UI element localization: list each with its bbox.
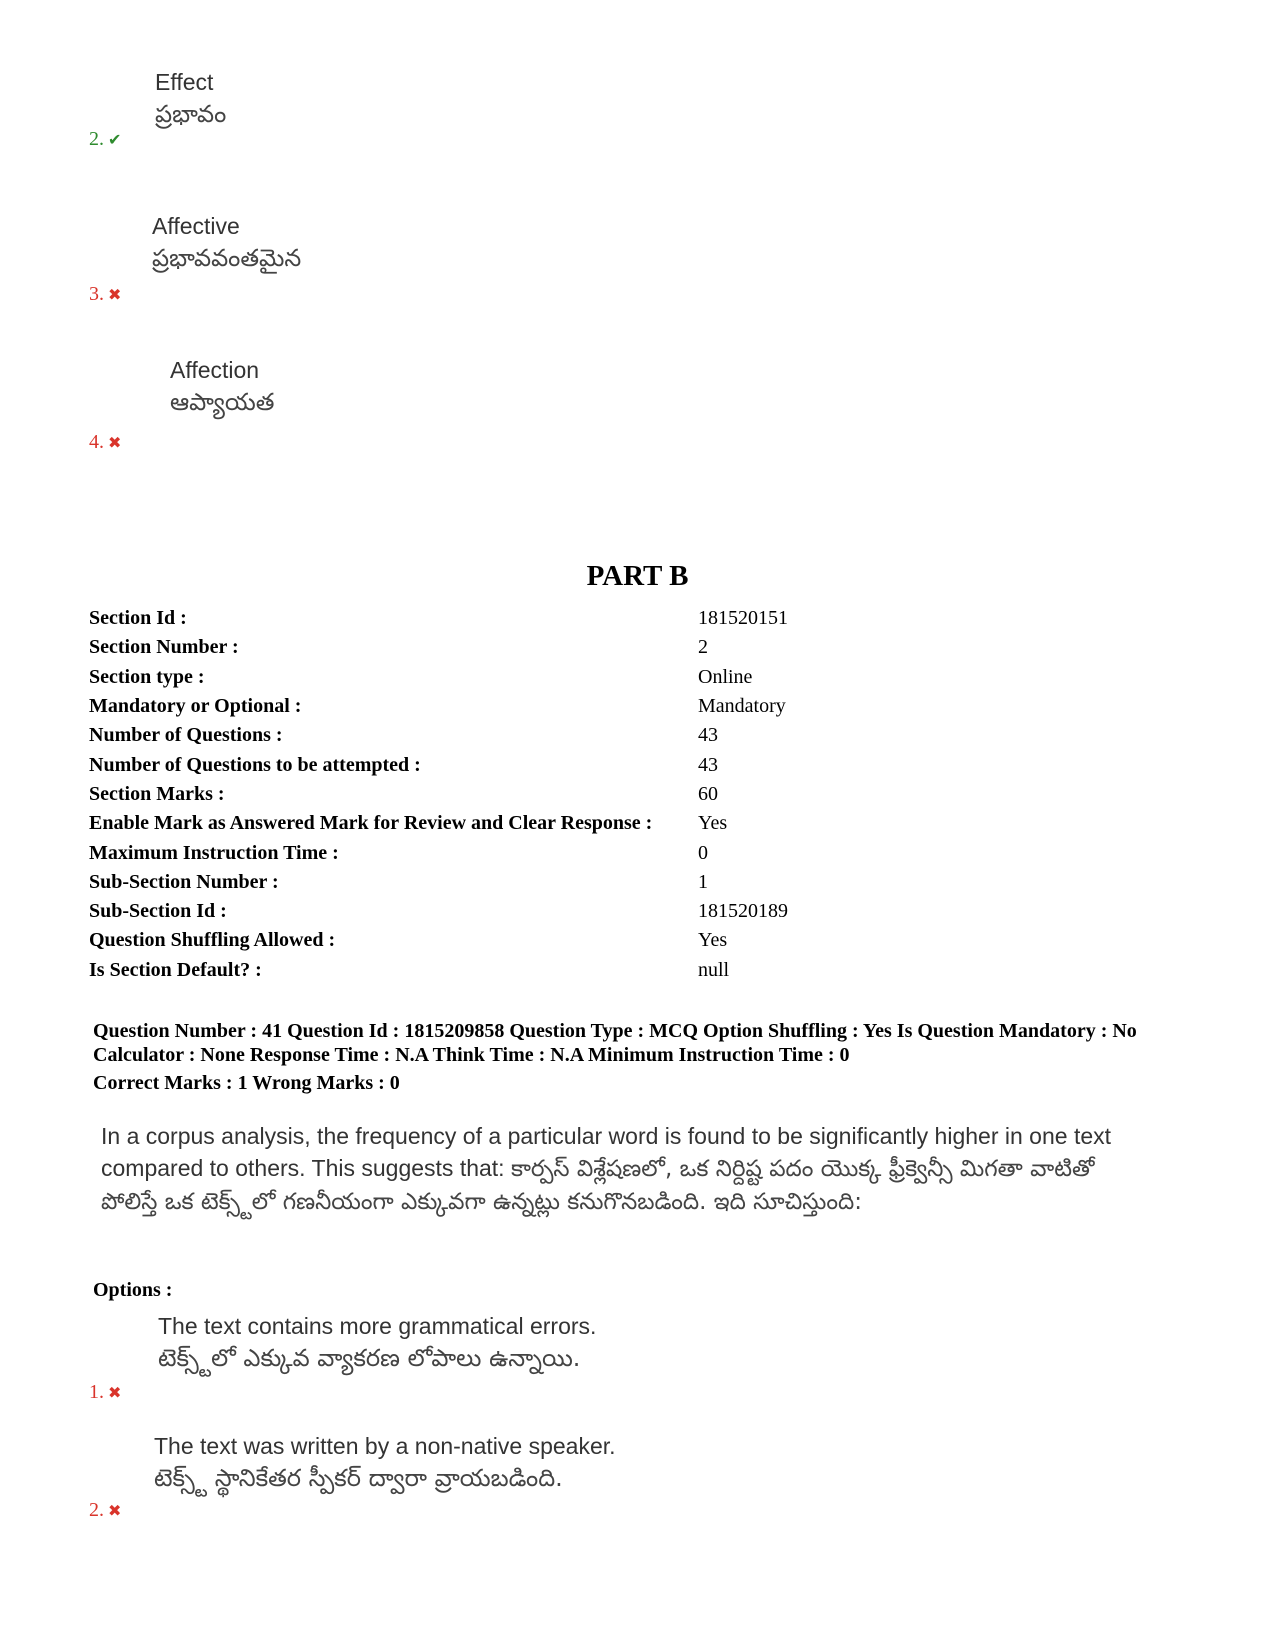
section-row <box>89 897 1189 926</box>
section-label: Section Marks : <box>89 782 225 805</box>
section-value: Mandatory <box>698 695 786 718</box>
question-meta: Question Number : 41 Question Id : 1815209858 Question Type : MCQ Option Shuffling : Yes Is Question Mandatory : No Calculator : None Response Time : N.A Think Time : N.A Minimum Instruction Time : 0 <box>93 1020 1137 1066</box>
option-number <box>89 431 121 454</box>
section-label: Section type : <box>89 665 205 688</box>
section-info-table <box>89 604 1189 985</box>
cross-icon: ✖ <box>108 433 122 452</box>
option-content <box>158 1311 596 1375</box>
section-value: 2 <box>698 636 708 659</box>
option-text-te: ప్రభావం <box>155 100 227 128</box>
section-value: 43 <box>698 753 718 776</box>
check-icon: ✔ <box>108 130 122 149</box>
section-row <box>89 809 1189 838</box>
option-number-label: 4. <box>89 431 104 453</box>
section-value: 60 <box>698 782 718 805</box>
section-value: Yes <box>698 812 728 835</box>
cross-icon: ✖ <box>108 1383 122 1402</box>
section-value: 181520189 <box>698 900 788 923</box>
option-number-label: 3. <box>89 283 104 305</box>
section-row <box>89 868 1189 897</box>
section-label: Section Id : <box>89 607 187 630</box>
question-marks: Correct Marks : 1 Wrong Marks : 0 <box>93 1072 400 1094</box>
section-value: 43 <box>698 724 718 747</box>
section-label: Sub-Section Number : <box>89 870 279 893</box>
section-label: Sub-Section Id : <box>89 900 227 923</box>
cross-icon: ✖ <box>108 1501 122 1520</box>
section-row <box>89 692 1189 721</box>
cross-icon: ✖ <box>108 285 122 304</box>
section-row <box>89 838 1189 867</box>
question-text-te: కార్పస్ విశ్లేషణలో, ఒక నిర్దిష్ట పదం యొక్క ఫ్రీక్వెన్సీ మిగతా వాటితో పోలిస్తే ఒక టెక్స్ట్‌లో గణనీయంగా ఎక్కువగా ఉన్నట్లు కనుగొనబడింది. ఇది సూచిస్తుంది: <box>101 1156 1095 1215</box>
option-content <box>170 355 274 419</box>
option-text-en: Affection <box>170 357 260 383</box>
section-label: Number of Questions to be attempted : <box>89 753 421 776</box>
option-text-te: ప్రభావవంతమైన <box>152 244 302 272</box>
part-title: PART B <box>586 560 689 592</box>
option-text-te: టెక్స్ట్‌లో ఎక్కువ వ్యాకరణ లోపాలు ఉన్నాయి. <box>158 1344 581 1372</box>
option-content <box>155 67 226 131</box>
option-number-label: 2. <box>89 128 104 150</box>
option-number <box>89 128 121 151</box>
section-value: 1 <box>698 870 708 893</box>
section-row <box>89 633 1189 662</box>
section-label: Mandatory or Optional : <box>89 695 302 718</box>
section-row <box>89 604 1189 633</box>
option-text-en: Affective <box>152 213 240 239</box>
section-row <box>89 926 1189 955</box>
option-text-te: టెక్స్ట్ స్థానికేతర స్పీకర్ ద్వారా వ్రాయబడింది. <box>154 1464 563 1492</box>
section-value: 0 <box>698 841 708 864</box>
option-number <box>89 1381 121 1404</box>
question-text <box>101 1120 1141 1218</box>
section-label: Number of Questions : <box>89 724 283 747</box>
option-number-label: 1. <box>89 1381 104 1403</box>
option-number <box>89 283 121 306</box>
option-text-en: The text contains more grammatical errors. <box>158 1313 597 1339</box>
question-text-en: In a corpus analysis, the frequency of a particular word is found to be significantly higher in one text compared to others. This suggests that: <box>101 1123 1112 1181</box>
option-number <box>89 1499 121 1522</box>
section-value: null <box>698 958 730 981</box>
section-value: Yes <box>698 929 728 952</box>
section-label: Section Number : <box>89 636 239 659</box>
section-label: Is Section Default? : <box>89 958 262 981</box>
section-value: Online <box>698 665 753 688</box>
section-label: Enable Mark as Answered Mark for Review and Clear Response : <box>89 812 653 835</box>
section-value: 181520151 <box>698 607 788 630</box>
section-row <box>89 721 1189 750</box>
section-row <box>89 750 1189 779</box>
option-text-te: ఆప్యాయత <box>170 388 275 416</box>
section-row <box>89 663 1189 692</box>
section-label: Maximum Instruction Time : <box>89 841 339 864</box>
option-text-en: Effect <box>155 69 214 95</box>
option-content <box>152 211 301 275</box>
options-label: Options : <box>93 1279 173 1301</box>
option-number-label: 2. <box>89 1499 104 1521</box>
section-row <box>89 780 1189 809</box>
section-label: Question Shuffling Allowed : <box>89 929 336 952</box>
option-text-en: The text was written by a non-native speaker. <box>154 1433 616 1459</box>
option-content <box>154 1431 616 1495</box>
section-row <box>89 956 1189 985</box>
